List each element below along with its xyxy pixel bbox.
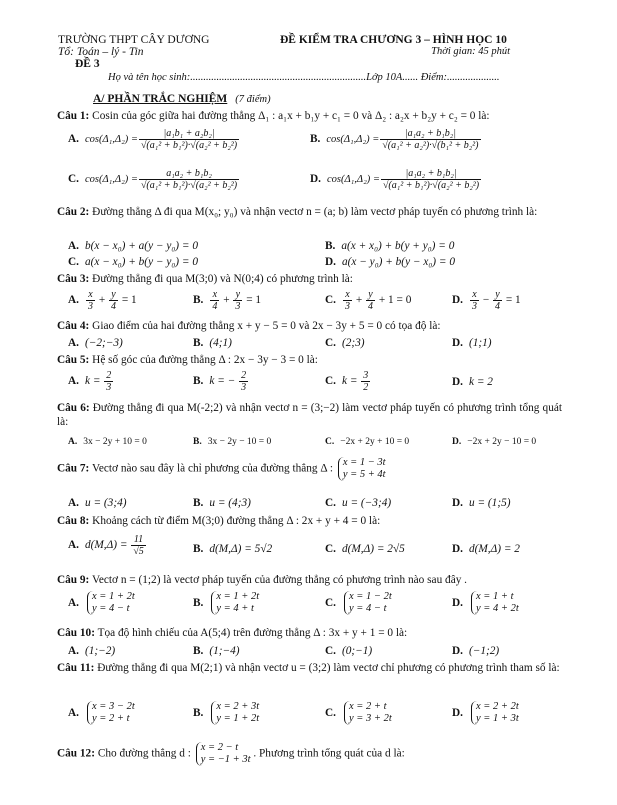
option-4d[interactable]: D. (1;1) xyxy=(452,337,492,349)
question-9 xyxy=(57,574,562,588)
option-7b[interactable]: B. u = (4;3) xyxy=(193,497,251,509)
section-heading: A/ PHẦN TRẮC NGHIỆM xyxy=(93,93,228,105)
option-9b[interactable]: B.x = 1 + 2t y = 4 + t xyxy=(193,591,260,614)
question-label: Câu 6: xyxy=(57,402,90,414)
option-7d[interactable]: D. u = (1;5) xyxy=(452,497,511,509)
option-8a[interactable]: A. d(M,Δ) = $\frac{11}{√5}$ xyxy=(68,534,144,557)
question-text: Đường thẳng đi qua M(-2;2) và nhận vectơ n = (3;−2) làm vectơ pháp tuyến có phương trình tổng quát là: xyxy=(57,402,562,428)
question-10 xyxy=(57,627,562,641)
parametric-system: x = 1 − 3t y = 5 + 4t xyxy=(338,457,386,481)
question-label: Câu 4: xyxy=(57,320,90,332)
option-5b[interactable]: B. k = − $\frac{2}{3}$ xyxy=(193,370,247,393)
question-label: Câu 1: xyxy=(57,110,90,122)
option-3b[interactable]: B. $\frac{x}{4}$ + $\frac{y}{3}$ = 1 xyxy=(193,289,262,312)
question-3 xyxy=(57,273,562,287)
section-score: (7 điểm) xyxy=(235,94,271,105)
option-2d[interactable]: D. a(x − y₀) + b(y − x₀) = 0 xyxy=(325,256,455,268)
question-6 xyxy=(57,402,562,429)
question-2 xyxy=(57,206,562,220)
header-right xyxy=(280,34,530,58)
question-text: Cosin của góc giữa hai đường thẳng Δ₁ : a₁x + b₁y + c₁ = 0 và Δ₂ : a₂x + b₂y + c₂ = 0 là: xyxy=(92,110,490,122)
parametric-system: x = 2 − t y = −1 + 3t xyxy=(196,742,251,766)
option-1a[interactable]: A. cos(Δ₁,Δ₂) = $\frac{\text{|a₁b₁ + a₂b₂|}}{\text{√(a₁² + b₁²)·√(a₂² + b₂²)}}$ xyxy=(68,128,238,151)
option-3a[interactable]: A. $\frac{x}{3}$ + $\frac{y}{4}$ = 1 xyxy=(68,289,137,312)
question-8 xyxy=(57,515,562,529)
question-7 xyxy=(57,457,562,481)
question-text: Giao điểm của hai đường thẳng x + y − 5 = 0 và 2x − 3y + 5 = 0 có tọa độ là: xyxy=(92,320,441,332)
option-6d[interactable]: D. −2x + 2y − 10 = 0 xyxy=(452,437,537,447)
option-3d[interactable]: D. $\frac{x}{3}$ − $\frac{y}{4}$ = 1 xyxy=(452,289,521,312)
option-9a[interactable]: A.x = 1 + 2t y = 4 − t xyxy=(68,591,135,614)
question-12 xyxy=(57,742,562,766)
option-7a[interactable]: A. u = (3;4) xyxy=(68,497,127,509)
option-5a[interactable]: A. k = $\frac{2}{3}$ xyxy=(68,370,112,393)
section-title xyxy=(93,93,271,107)
option-11d[interactable]: D.x = 2 + 2t y = 1 + 3t xyxy=(452,701,519,724)
option-10b[interactable]: B. (1;−4) xyxy=(193,645,240,657)
question-label: Câu 8: xyxy=(57,515,90,527)
question-1 xyxy=(57,110,562,124)
department: Tổ: Toán – lý - Tin xyxy=(58,46,144,58)
exam-title: ĐỀ KIỂM TRA CHƯƠNG 3 – HÌNH HỌC 10 xyxy=(280,34,507,46)
question-4 xyxy=(57,320,562,334)
question-text: Khoảng cách từ điểm M(3;0) đường thẳng Δ : 2x + y + 4 = 0 là: xyxy=(92,515,381,527)
question-label: Câu 10: xyxy=(57,627,95,639)
option-5c[interactable]: C. k = $\frac{3}{2}$ xyxy=(325,370,369,393)
option-2c[interactable]: C. a(x − x₀) + b(y − y₀) = 0 xyxy=(68,256,198,268)
question-text: Đường thẳng Δ đi qua M(x₀; y₀) và nhận vectơ n = (a; b) làm vectơ pháp tuyến có phương trình là: xyxy=(92,206,538,218)
option-8b[interactable]: B. d(M,Δ) = 5√2 xyxy=(193,543,273,555)
question-5 xyxy=(57,354,562,368)
exam-code: ĐỀ 3 xyxy=(75,58,100,70)
exam-time: Thời gian: 45 phút xyxy=(431,46,510,57)
question-11 xyxy=(57,662,562,676)
option-11c[interactable]: C.x = 2 + t y = 3 + 2t xyxy=(325,701,392,724)
question-text: Vectơ n = (1;2) là vectơ pháp tuyến của đường thẳng có phương trình nào sau đây . xyxy=(91,574,468,586)
option-9c[interactable]: C.x = 1 − 2t y = 4 − t xyxy=(325,591,392,614)
option-2a[interactable]: A. b(x − x₀) + a(y − y₀) = 0 xyxy=(68,240,198,252)
header-left xyxy=(58,34,210,70)
option-1c[interactable]: C. cos(Δ₁,Δ₂) = $\frac{\text{a₁a₂ + b₁b₂}}{\text{√(a₁² + b₁²)·√(a₂² + b₂²)}}$ xyxy=(68,168,238,191)
question-text: Đường thẳng đi qua M(2;1) và nhận vectơ u = (3;2) làm vectơ chỉ phương có phương trình tham số là: xyxy=(97,662,560,674)
question-text: Tọa độ hình chiếu của A(5;4) trên đường thẳng Δ : 3x + y + 1 = 0 là: xyxy=(97,627,408,639)
option-11a[interactable]: A.x = 3 − 2t y = 2 + t xyxy=(68,701,135,724)
option-6b[interactable]: B. 3x − 2y − 10 = 0 xyxy=(193,437,272,447)
question-text: Vectơ nào sau đây là chỉ phương của đường thẳng Δ : xyxy=(91,462,333,475)
question-text-tail: . Phương trình tổng quát của d là: xyxy=(253,747,405,760)
option-11b[interactable]: B.x = 2 + 3t y = 1 + 2t xyxy=(193,701,260,724)
school-name: TRƯỜNG THPT CÂY DƯƠNG xyxy=(58,34,210,46)
question-text: Hệ số góc của đường thẳng Δ : 2x − 3y − 3 = 0 là: xyxy=(92,354,318,366)
option-6a[interactable]: A. 3x − 2y + 10 = 0 xyxy=(68,437,147,447)
option-4a[interactable]: A. (−2;−3) xyxy=(68,337,123,349)
question-label: Câu 2: xyxy=(57,206,90,218)
option-10d[interactable]: D. (−1;2) xyxy=(452,645,500,657)
option-9d[interactable]: D.x = 1 + t y = 4 + 2t xyxy=(452,591,519,614)
option-7c[interactable]: C. u = (−3;4) xyxy=(325,497,392,509)
question-text: Cho đường thẳng d : xyxy=(97,747,191,760)
option-6c[interactable]: C. −2x + 2y + 10 = 0 xyxy=(325,437,410,447)
option-2b[interactable]: B. a(x + x₀) + b(y + y₀) = 0 xyxy=(325,240,455,252)
question-label: Câu 9: xyxy=(57,574,90,586)
option-8d[interactable]: D. d(M,Δ) = 2 xyxy=(452,543,520,555)
option-1b[interactable]: B. cos(Δ₁,Δ₂) = $\frac{\text{|a₁a₂ + b₁b₂|}}{\text{√(a₁² + a₂²)·√(b₁² + b₂²)}}$ xyxy=(310,128,479,151)
option-8c[interactable]: C. d(M,Δ) = 2√5 xyxy=(325,543,405,555)
question-text: Đường thẳng đi qua M(3;0) và N(0;4) có phương trình là: xyxy=(92,273,353,285)
question-label: Câu 3: xyxy=(57,273,90,285)
option-5d[interactable]: D. k = 2 xyxy=(452,376,493,388)
student-info-line: Họ và tên học sinh:...................................................................Lớp 10A...... Điểm:.................... xyxy=(108,72,500,83)
question-label: Câu 7: xyxy=(57,462,90,475)
option-4c[interactable]: C. (2;3) xyxy=(325,337,365,349)
option-10a[interactable]: A. (1;−2) xyxy=(68,645,116,657)
option-1d[interactable]: D. cos(Δ₁,Δ₂) = $\frac{\text{|a₁a₂ + b₁b₂|}}{\text{√(a₁² + b₁²)·√(a₂² + b₂²)}}$ xyxy=(310,168,480,191)
option-3c[interactable]: C. $\frac{x}{3}$ + $\frac{y}{4}$ + 1 = 0 xyxy=(325,289,412,312)
question-label: Câu 5: xyxy=(57,354,90,366)
question-label: Câu 12: xyxy=(57,747,95,760)
option-4b[interactable]: B. (4;1) xyxy=(193,337,232,349)
option-10c[interactable]: C. (0;−1) xyxy=(325,645,373,657)
question-label: Câu 11: xyxy=(57,662,95,674)
